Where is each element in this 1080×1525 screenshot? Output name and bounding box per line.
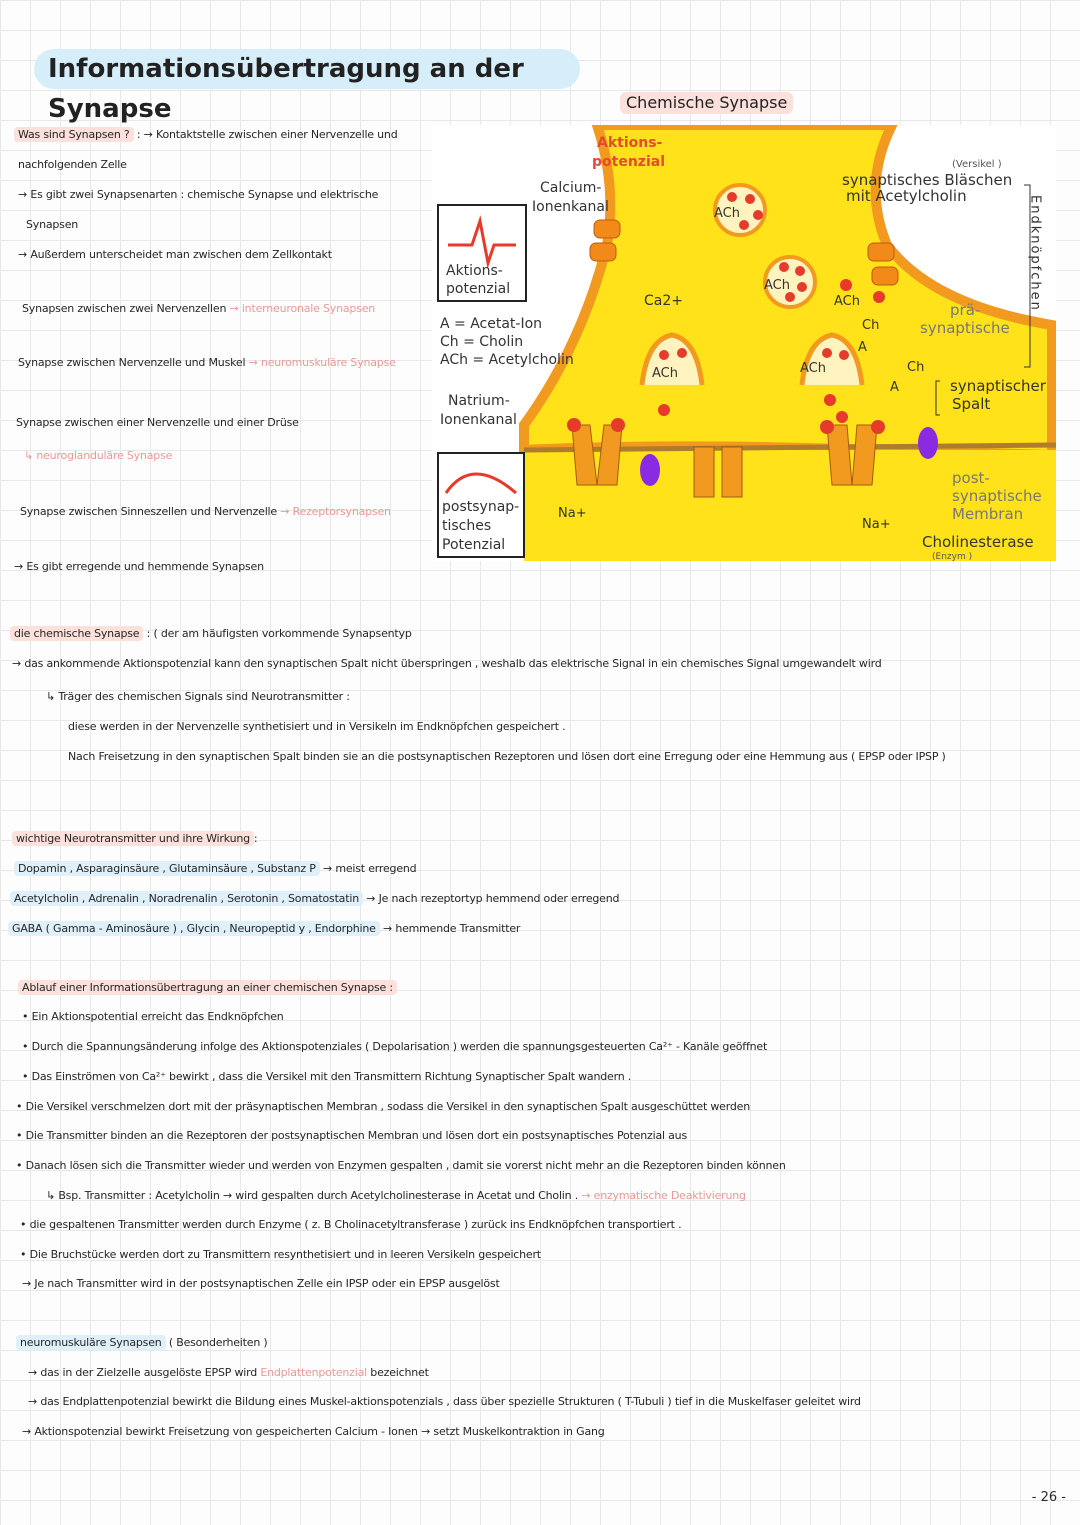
svg-text:Aktions-: Aktions- — [446, 263, 503, 279]
contact-row-interneuronal — [22, 302, 375, 315]
transmitter-list: Dopamin , Asparaginsäure , Glutaminsäure , Substanz P — [14, 861, 320, 876]
excite-inhibit-line: → Es gibt erregende und hemmende Synapsen — [14, 560, 264, 573]
contact-row-neuroglandular: Synapse zwischen einer Nervenzelle und einer Drüse — [16, 416, 299, 429]
section-heading-note: : ( der am häufigsten vorkommende Synapsentyp — [146, 627, 412, 640]
svg-text:postsynap-: postsynap- — [442, 499, 520, 515]
svg-text:synaptische: synaptische — [920, 319, 1010, 337]
svg-text:ACh = Acetylcholin: ACh = Acetylcholin — [440, 352, 574, 368]
svg-text:Natrium-: Natrium- — [448, 393, 510, 409]
neuromuscular-line: → das Endplattenpotenzial bewirkt die Bildung eines Muskel-aktionspotenzials , dass über spezielle Strukturen ( T-Tubuli ) tief in die Muskelfaser geleitet wird — [28, 1395, 861, 1408]
svg-text:ACh: ACh — [714, 206, 740, 221]
transmitter-effect: → meist erregend — [323, 862, 417, 875]
line-highlight: Endplattenpotenzial — [260, 1366, 367, 1379]
question-label: Was sind Synapsen ? — [14, 127, 134, 142]
svg-text:(Versikel ): (Versikel ) — [952, 159, 1002, 170]
svg-text:Potenzial: Potenzial — [442, 537, 506, 553]
diagram-heading: Chemische Synapse — [620, 92, 793, 114]
contact-row-neuromuscular — [18, 356, 396, 369]
contact-type: → neuromuskuläre Synapse — [248, 356, 396, 369]
section-heading-note: ( Besonderheiten ) — [168, 1336, 268, 1349]
cholinesterase-enzyme — [640, 454, 660, 486]
transmitter-list: GABA ( Gamma - Aminosäure ) , Glycin , Neuropeptid y , Endorphine — [8, 921, 380, 936]
svg-text:Ca2+: Ca2+ — [644, 293, 683, 309]
contact-description: Synapse zwischen Nervenzelle und Muskel — [18, 356, 246, 369]
svg-text:Ch: Ch — [907, 360, 925, 375]
line-text: → das in der Zielzelle ausgelöste EPSP wird — [28, 1366, 258, 1379]
vesicle — [764, 257, 815, 307]
svg-text:Calcium-: Calcium- — [540, 180, 602, 196]
neuromuscular-line: → Aktionspotenzial bewirkt Freisetzung von gespeicherten Calcium - Ionen → setzt Muskelkontraktion in Gang — [22, 1425, 605, 1438]
svg-text:Na+: Na+ — [558, 506, 587, 521]
page-title: Informationsübertragung an der Synapse — [34, 49, 580, 89]
chemical-synapse-heading — [10, 627, 412, 640]
svg-text:Aktions-: Aktions- — [597, 135, 663, 151]
process-step: • die gespaltenen Transmitter werden durch Enzyme ( z. B Cholinacetyltransferase ) zurück ins Endknöpfchen transportiert . — [20, 1218, 682, 1231]
example-text: ↳ Bsp. Transmitter : Acetylcholin → wird gespalten durch Acetylcholinesterase in Acetat und Cholin . — [46, 1189, 579, 1202]
contact-description: Synapse zwischen Sinneszellen und Nervenzelle — [20, 505, 277, 518]
transmitter-effect: → hemmende Transmitter — [383, 922, 521, 935]
section-heading: wichtige Neurotransmitter und ihre Wirkung — [12, 831, 254, 846]
svg-text:synaptischer: synaptischer — [950, 377, 1046, 395]
transmitter-effect: → Je nach rezeptortyp hemmend oder erregend — [366, 892, 620, 905]
process-heading — [18, 981, 397, 994]
contact-type: → Rezeptorsynapsen — [280, 505, 391, 518]
process-step: • Danach lösen sich die Transmitter wieder und werden von Enzymen gespalten , damit sie vorerst nicht mehr an die Rezeptoren binden können — [16, 1159, 786, 1172]
svg-text:ACh: ACh — [764, 278, 790, 293]
svg-text:A: A — [890, 380, 899, 395]
svg-text:synaptisches Bläschen: synaptisches Bläschen — [842, 171, 1013, 189]
section-heading: die chemische Synapse — [10, 626, 143, 641]
process-step: • Die Bruchstücke werden dort zu Transmittern resynthetisiert und in leeren Versikeln gespeichert — [20, 1248, 541, 1261]
svg-text:synaptische: synaptische — [952, 487, 1042, 505]
transmitter-row — [10, 892, 619, 905]
question-answer: : → Kontaktstelle zwischen einer Nervenzelle und — [136, 128, 398, 141]
svg-text:Cholinesterase: Cholinesterase — [922, 533, 1034, 551]
svg-text:Endknöpfchen: Endknöpfchen — [1027, 195, 1043, 312]
transmitter-row — [14, 862, 416, 875]
contact-row-receptor — [20, 505, 391, 518]
chemical-line: diese werden in der Nervenzelle synthetisiert und in Versikeln im Endknöpfchen gespeichert . — [68, 720, 566, 733]
svg-text:mit Acetylcholin: mit Acetylcholin — [846, 187, 967, 205]
svg-text:Membran: Membran — [952, 505, 1024, 523]
process-step: • Die Versikel verschmelzen dort mit der präsynaptischen Membran , sodass die Versikel in den synaptischen Spalt ausgeschüttet werden — [16, 1100, 750, 1113]
line-text: bezeichnet — [370, 1366, 429, 1379]
example-note: → enzymatische Deaktivierung — [581, 1189, 746, 1202]
svg-text:post-: post- — [952, 469, 990, 487]
svg-text:(Enzym ): (Enzym ) — [932, 552, 973, 561]
chemical-line: ↳ Träger des chemischen Signals sind Neurotransmitter : — [46, 690, 350, 703]
process-step: → Je nach Transmitter wird in der postsynaptischen Zelle ein IPSP oder ein EPSP ausgelöst — [22, 1277, 500, 1290]
synapse-illustration — [432, 125, 1056, 561]
transmitters-heading — [12, 832, 257, 845]
transmitter-list: Acetylcholin , Adrenalin , Noradrenalin , Serotonin , Somatostatin — [10, 891, 363, 906]
svg-text:prä-: prä- — [950, 301, 981, 319]
svg-text:potenzial: potenzial — [592, 154, 665, 170]
transmitter-row — [8, 922, 520, 935]
chemical-line: Nach Freisetzung in den synaptischen Spalt binden sie an die postsynaptischen Rezeptoren und lösen dort eine Erregung oder eine Hemmung aus ( EPSP oder IPSP ) — [68, 750, 946, 763]
process-example — [46, 1189, 746, 1202]
svg-text:Na+: Na+ — [862, 517, 891, 532]
section-heading: Ablauf einer Informationsübertragung an einer chemischen Synapse : — [18, 980, 397, 995]
contact-type: → interneuronale Synapsen — [229, 302, 376, 315]
section-heading: neuromuskuläre Synapsen — [16, 1335, 166, 1350]
svg-text:Ionenkanal: Ionenkanal — [440, 412, 517, 428]
svg-text:Ch = Cholin: Ch = Cholin — [440, 334, 524, 350]
svg-text:A = Acetat-Ion: A = Acetat-Ion — [440, 316, 543, 332]
cell-contact-line: → Außerdem unterscheidet man zwischen dem Zellkontakt — [18, 248, 332, 261]
svg-text:Ch: Ch — [862, 318, 880, 333]
svg-text:Ionenkanal: Ionenkanal — [532, 199, 609, 215]
question-line — [14, 128, 398, 141]
synapse-types-line: → Es gibt zwei Synapsenarten : chemische Synapse und elektrische — [18, 188, 379, 201]
process-step: • Die Transmitter binden an die Rezeptoren der postsynaptischen Membran und lösen dort ein postsynaptisches Potenzial aus — [16, 1129, 687, 1142]
svg-text:tisches: tisches — [442, 518, 492, 534]
synapse-types-line-2: Synapsen — [26, 218, 79, 231]
svg-text:Spalt: Spalt — [952, 395, 991, 413]
neuromuscular-heading — [16, 1336, 268, 1349]
process-step: • Ein Aktionspotential erreicht das Endknöpfchen — [22, 1010, 284, 1023]
svg-text:A: A — [858, 340, 867, 355]
svg-text:ACh: ACh — [652, 366, 678, 381]
svg-text:ACh: ACh — [834, 294, 860, 309]
page-number: - 26 - — [1031, 1490, 1066, 1505]
svg-text:potenzial: potenzial — [446, 281, 511, 297]
vesicle — [714, 185, 765, 235]
question-answer-continued: nachfolgenden Zelle — [18, 158, 127, 171]
process-step: • Durch die Spannungsänderung infolge des Aktionspotenziales ( Depolarisation ) werden die spannungsgesteuerten Ca²⁺ - Kanäle geöffnet — [22, 1040, 768, 1053]
svg-text:ACh: ACh — [800, 361, 826, 376]
chemical-line: → das ankommende Aktionspotenzial kann den synaptischen Spalt nicht überspringen , weshalb das elektrische Signal in ein chemisches Signal umgewandelt wird — [12, 657, 882, 670]
process-step: • Das Einströmen von Ca²⁺ bewirkt , dass die Versikel mit den Transmittern Richtung Synaptischer Spalt wandern . — [22, 1070, 632, 1083]
heading-colon: : — [253, 832, 258, 845]
contact-description: Synapsen zwischen zwei Nervenzellen — [22, 302, 227, 315]
cholinesterase-enzyme — [918, 427, 938, 459]
contact-type-neuroglandular: ↳ neuroglanduläre Synapse — [24, 449, 173, 462]
neuromuscular-line — [28, 1366, 429, 1379]
synapse-diagram — [432, 125, 1056, 561]
